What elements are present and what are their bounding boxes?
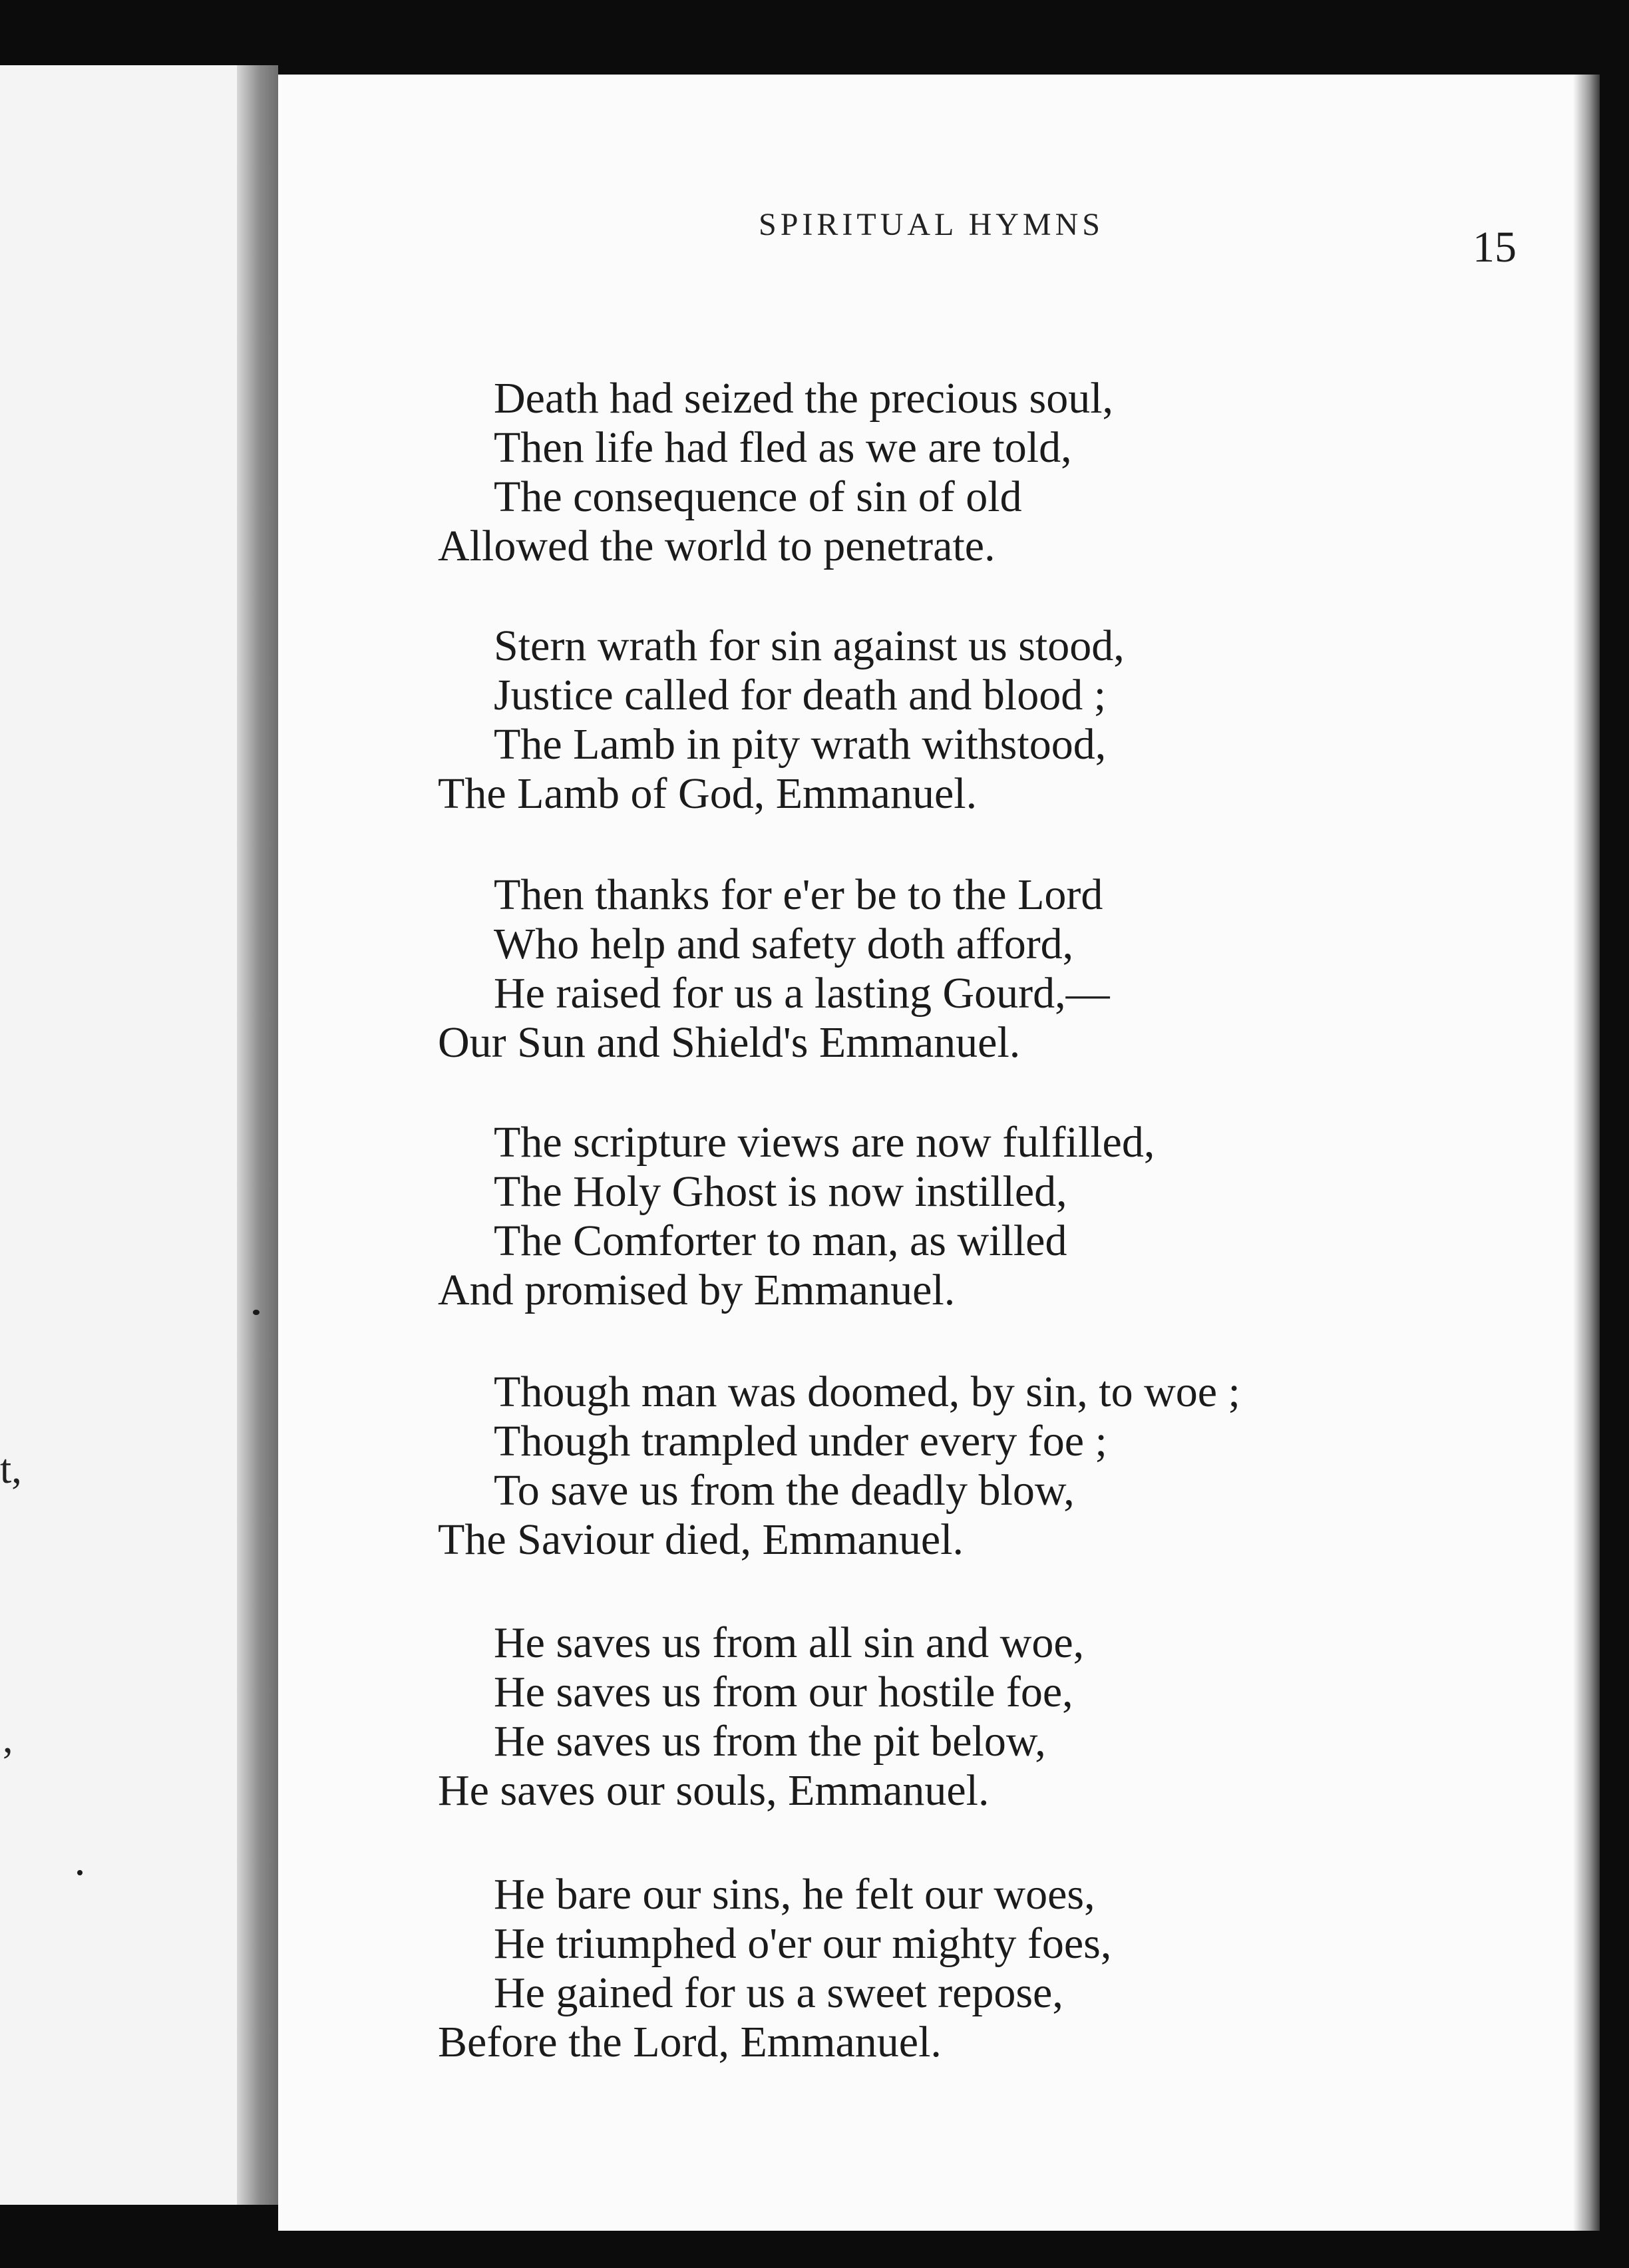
verse-line: He saves us from the pit below, xyxy=(494,1717,1046,1766)
page-gutter-shadow xyxy=(237,65,278,2205)
facing-page xyxy=(0,65,278,2205)
book-page xyxy=(278,75,1600,2231)
verse-line: Though man was doomed, by sin, to woe ; xyxy=(494,1368,1240,1416)
verse-line: Justice called for death and blood ; xyxy=(494,671,1107,719)
stanza xyxy=(438,1118,1582,1315)
verse-line: Our Sun and Shield's Emmanuel. xyxy=(438,1018,1021,1067)
verse-line: He triumphed o'er our mighty foes, xyxy=(494,1919,1112,1968)
facing-page-fragment: , xyxy=(3,1716,13,1762)
stanza xyxy=(438,870,1582,1067)
verse-line: Though trampled under every foe ; xyxy=(494,1417,1107,1465)
page-number: 15 xyxy=(1473,223,1517,272)
stanza xyxy=(438,1368,1582,1565)
verse-line: Allowed the world to penetrate. xyxy=(438,522,996,570)
verse-line: The Holy Ghost is now instilled, xyxy=(494,1167,1067,1216)
verse-line: The Lamb of God, Emmanuel. xyxy=(438,769,978,818)
stanza xyxy=(438,1870,1582,2067)
running-head: SPIRITUAL HYMNS xyxy=(759,207,1104,242)
verse-line: The Comforter to man, as willed xyxy=(494,1217,1067,1265)
verse-line: Then life had fled as we are told, xyxy=(494,423,1072,472)
stanza xyxy=(438,622,1582,819)
verse-line: He saves our souls, Emmanuel. xyxy=(438,1766,990,1815)
verse-line: The scripture views are now fulfilled, xyxy=(494,1118,1155,1167)
scan-speck xyxy=(77,1870,83,1875)
verse-line: He saves us from our hostile foe, xyxy=(494,1668,1073,1716)
stanza xyxy=(438,374,1582,571)
verse-line: Before the Lord, Emmanuel. xyxy=(438,2018,942,2066)
verse-line: He bare our sins, he felt our woes, xyxy=(494,1870,1095,1919)
stanza xyxy=(438,1618,1582,1815)
verse-line: To save us from the deadly blow, xyxy=(494,1466,1075,1515)
verse-line: He saves us from all sin and woe, xyxy=(494,1618,1085,1667)
verse-line: Who help and safety doth afford, xyxy=(494,920,1074,968)
verse-line: And promised by Emmanuel. xyxy=(438,1266,956,1314)
verse-line: He raised for us a lasting Gourd,— xyxy=(494,969,1110,1018)
verse-line: The consequence of sin of old xyxy=(494,472,1022,521)
facing-page-fragment: t, xyxy=(0,1447,22,1492)
verse-line: Death had seized the precious soul, xyxy=(494,374,1114,423)
verse-line: The Saviour died, Emmanuel. xyxy=(438,1515,964,1564)
verse-line: He gained for us a sweet repose, xyxy=(494,1969,1063,2017)
verse-line: Stern wrath for sin against us stood, xyxy=(494,622,1125,670)
verse-line: Then thanks for e'er be to the Lord xyxy=(494,870,1103,919)
scan-speck xyxy=(253,1310,260,1315)
verse-line: The Lamb in pity wrath withstood, xyxy=(494,720,1107,769)
